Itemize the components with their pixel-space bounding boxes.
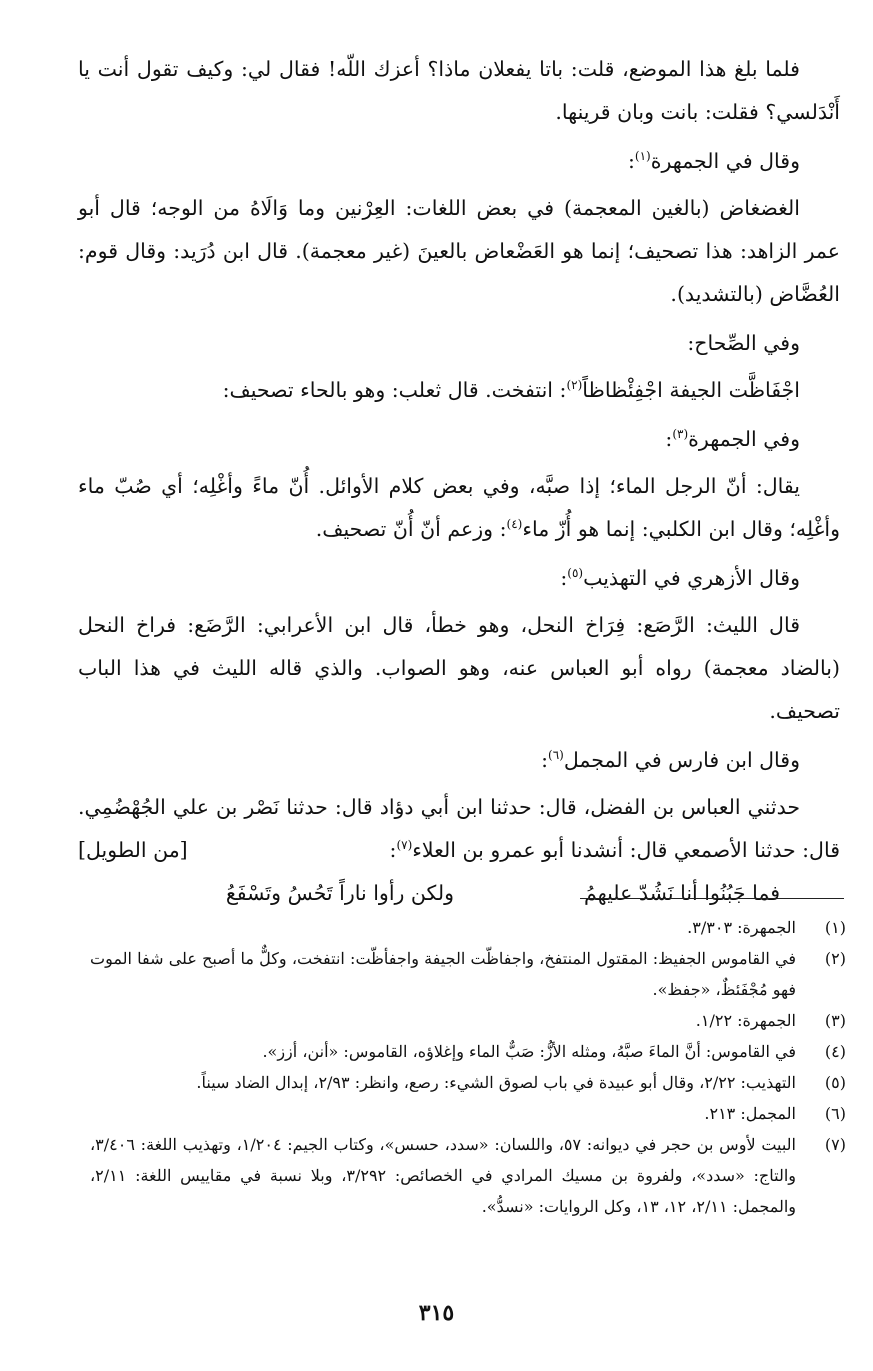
footnote: [90, 912, 846, 943]
section-heading: وقال الأزهري في التهذيب$^{(٥)}$:: [560, 566, 800, 590]
section-heading: وقال في الجمهرة$^{(١)}$:: [627, 149, 800, 173]
footnote-text: في القاموس: أنَّ الماءَ صبَّهُ، ومثله الأزُّ: صَبٌّ الماء وإغلاؤه، القاموس: «أنن، أزز».: [262, 1042, 796, 1061]
footnote-text: التهذيب: ٢/٢٢، وقال أبو عبيدة في باب لصوق الشيء: رصع، وانظر: ٢/٩٣، إبدال الضاد سيناً.: [196, 1073, 796, 1092]
footnote-reference: (٦): [548, 748, 564, 763]
paragraph: يقال: أنّ الرجل الماء؛ إذا صبَّه، وفي بعض كلام الأوائل. أُنّ ماءً وأغْلِه؛ أي صُبّ ماء وأغْلِه؛ وقال ابن الكلبي: إنما هو أُزّ ماء$^{(٤)}$: وزعم أنّ أُنّ تصحيف.: [78, 474, 840, 541]
paragraph-text: فلما بلغ هذا الموضع، قلت: باتا يفعلان ماذا؟ أعزك اللّه! فقال لي: وكيف تقول أنت يا أَنْدَلسي؟ فقلت: بانت وبان قرينها.: [78, 57, 840, 124]
section-heading: وقال ابن فارس في المجمل$^{(٦)}$:: [541, 748, 800, 772]
footnote-number: (٢): [824, 949, 846, 968]
footnote-separator: [580, 898, 844, 899]
footnote-number: (٦): [824, 1104, 846, 1123]
verse-second-hemistich: ولكن رأوا ناراً تَحُسُ وتَسْفَعُ: [225, 881, 454, 905]
footnote-number: (١): [824, 918, 846, 937]
footnote: [90, 1098, 846, 1129]
footnote-number: (٣): [824, 1011, 846, 1030]
footnote-text: المجمل: ٢١٣.: [704, 1104, 796, 1123]
poem-verse: [78, 872, 840, 915]
footnote: [90, 1067, 846, 1098]
paragraph: اجْفَاظَّت الجيفة اجْفِئْظاظاً$^{(٢)}$: انتفخت. قال ثعلب: وهو بالحاء تصحيف:: [222, 378, 800, 402]
paragraph: حدثني العباس بن الفضل، قال: حدثنا ابن أبي دؤاد قال: حدثنا نَصْر بن علي الجُهْضُمِي. قال: حدثنا الأصمعي قال: أنشدنا أبو عمرو بن العلاء$^{(٧)}$: [من الطويل]: [78, 786, 840, 872]
paragraph: [78, 604, 840, 733]
footnote: [90, 1129, 846, 1222]
footnote-reference: (٤): [506, 517, 523, 532]
footnote-reference: (٧): [396, 838, 413, 853]
footnote-text: الجمهرة: ١/٢٢.: [695, 1011, 796, 1030]
footnote-text: البيت لأوس بن حجر في ديوانه: ٥٧، واللسان: «سدد، حسس»، وكتاب الجيم: ١/٢٠٤، وتهذيب اللغة: ٣/٤٠٦، والتاج: «سدد»، ولفروة بن مسيك المرادي في الخصائص: ٣/٢٩٢، وبلا نسبة في مقاييس اللغة: ٢/١١، والمجمل: ٢/١١، ١٢، ١٣، وكل الروايات: «نسدُّ».: [90, 1135, 797, 1216]
paragraph-text: قال الليث: الرَّصَع: فِرَاخ النحل، وهو خطأ، قال ابن الأعرابي: الرَّضَع: فراخ النحل (بالضاد معجمة) رواه أبو العباس عنه، وهو الصواب. والذي قاله الليث في هذا الباب تصحيف.: [78, 613, 840, 723]
footnote-reference: (٢): [566, 378, 583, 393]
footnote-text: الجمهرة: ٣/٣٠٣.: [687, 918, 796, 937]
footnote-text: في القاموس الجفيظ: المقتول المنتفخ، واجفاظّت الجيفة واجفأظّت: انتفخت، وكلٌّ ما أصبح على شفا الموت فهو مُجْفَئظٌ، «جفظ».: [90, 949, 796, 999]
main-text: [78, 48, 840, 915]
meter-label: [من الطويل]: [78, 838, 188, 862]
footnotes: [90, 912, 846, 1222]
footnote-number: (٧): [824, 1135, 846, 1154]
page-number: ٣١٥: [418, 1300, 455, 1326]
footnote-reference: (١): [634, 149, 651, 164]
footnote: [90, 1005, 846, 1036]
paragraph: [78, 48, 840, 134]
section-heading: وفي الصِّحاح:: [687, 331, 800, 355]
footnote: [90, 943, 846, 1005]
footnote-reference: (٥): [567, 566, 584, 581]
footnote: [90, 1036, 846, 1067]
paragraph-text: الغضغاض (بالغين المعجمة) في بعض اللغات: العِرْنين وما وَالَاهُ من الوجه؛ قال أبو عمر الزاهد: هذا تصحيف؛ إنما هو العَضْعاض بالعينَ (غير معجمة). قال ابن دُرَيد: وقال قوم: العُضَّاض (بالتشديد).: [78, 196, 840, 306]
section-heading: وفي الجمهرة$^{(٣)}$:: [665, 427, 800, 451]
footnote-number: (٤): [824, 1042, 846, 1061]
verse-first-hemistich: فما جَبُنُوا أنا نَشُدّ عليهمُ: [584, 881, 780, 905]
paragraph: [78, 187, 840, 316]
footnote-reference: (٣): [672, 427, 689, 442]
footnote-number: (٥): [824, 1073, 846, 1092]
